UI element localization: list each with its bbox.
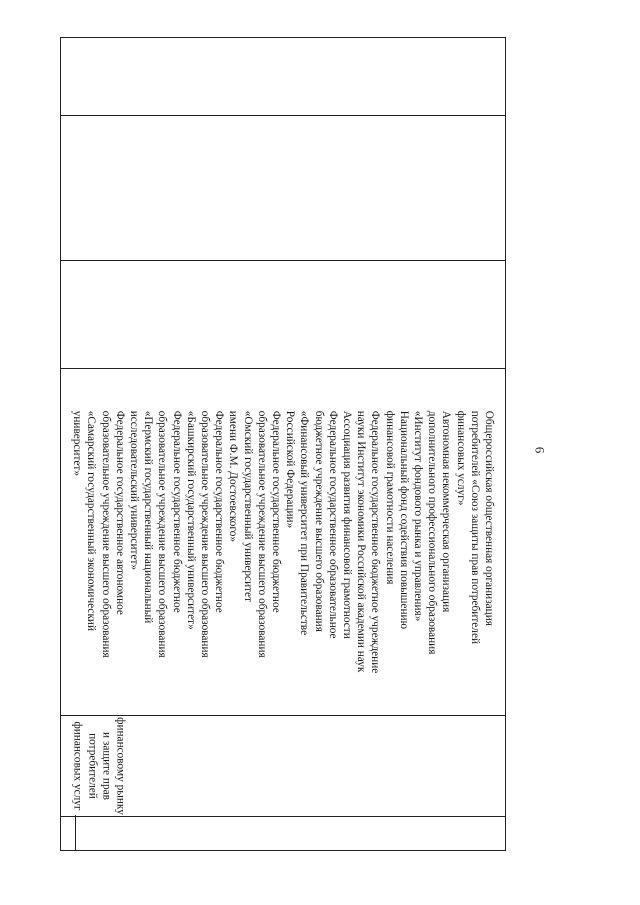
organization-line: Федеральное государственное образовательное — [326, 410, 339, 639]
organization-line: «Пермский государственный национальный — [142, 410, 155, 623]
organization-line: Национальный фонд содействия повышению — [397, 410, 410, 629]
organization-line: Федеральное государственное автономное — [113, 410, 126, 615]
organization-line: финансовых услуг» — [454, 410, 467, 505]
subject-line: финансовому рынку — [114, 716, 127, 815]
organization-line: образовательное учреждение высшего образования — [99, 410, 112, 658]
organization-line: «Финансовый университет при Правительстве — [298, 410, 311, 635]
organization-line: финансовой грамотности населения — [383, 410, 396, 584]
organization-line: имени Ф.М. Достоевского» — [227, 410, 240, 542]
organization-line: Общероссийская общественная организация — [483, 410, 496, 626]
organization-line: Федеральное государственное бюджетное — [270, 410, 282, 613]
subject-line: потребителей — [86, 732, 98, 799]
organization-line: Российской Федерации» — [284, 410, 297, 528]
organizations-list — [70, 410, 496, 673]
organization-line: Ассоциация развития финансовой грамотности — [341, 410, 354, 639]
empty-cell — [61, 816, 505, 852]
empty-cell — [61, 38, 505, 115]
organization-line: образовательное учреждение высшего образования — [198, 410, 211, 658]
organization-line: Автономная некоммерческая организация — [440, 410, 453, 612]
organization-line: науки Институт экономики Российской академии наук — [355, 410, 368, 672]
document-table — [60, 37, 506, 851]
organization-line: образовательное учреждение высшего образования — [255, 410, 268, 658]
organization-line: «Институт фондового рынка и управления» — [412, 410, 425, 621]
organization-line: «Башкирский государственный университет» — [184, 410, 197, 630]
organization-line: «Самарский государственный экономический — [85, 410, 98, 631]
organization-line: Федеральное государственное бюджетное учреждение — [369, 410, 382, 673]
organization-line: Федеральное государственное бюджетное — [213, 410, 226, 613]
empty-cell — [61, 260, 505, 368]
subject-line: финансовых услуг — [71, 720, 84, 811]
organization-line: бюджетное учреждение высшего образования — [312, 410, 325, 632]
organization-line: исследовательский университет» — [127, 410, 140, 570]
organization-line: образовательное учреждение высшего образования — [156, 410, 169, 658]
empty-cell — [61, 115, 505, 260]
organization-line: «Омский государственный университет — [241, 410, 254, 602]
subject-line: и защите прав — [100, 731, 113, 800]
organization-line: дополнительного профессионального образования — [426, 410, 439, 654]
organization-line: университет» — [71, 410, 84, 476]
subject-cell — [61, 715, 505, 816]
organization-line: потребителей «Союз защиты прав потребителей — [468, 410, 481, 644]
organizations-cell — [61, 368, 505, 715]
page-number: 6 — [532, 446, 548, 454]
organization-line: Федеральное государственное бюджетное — [170, 410, 183, 613]
subject-text — [71, 717, 128, 815]
